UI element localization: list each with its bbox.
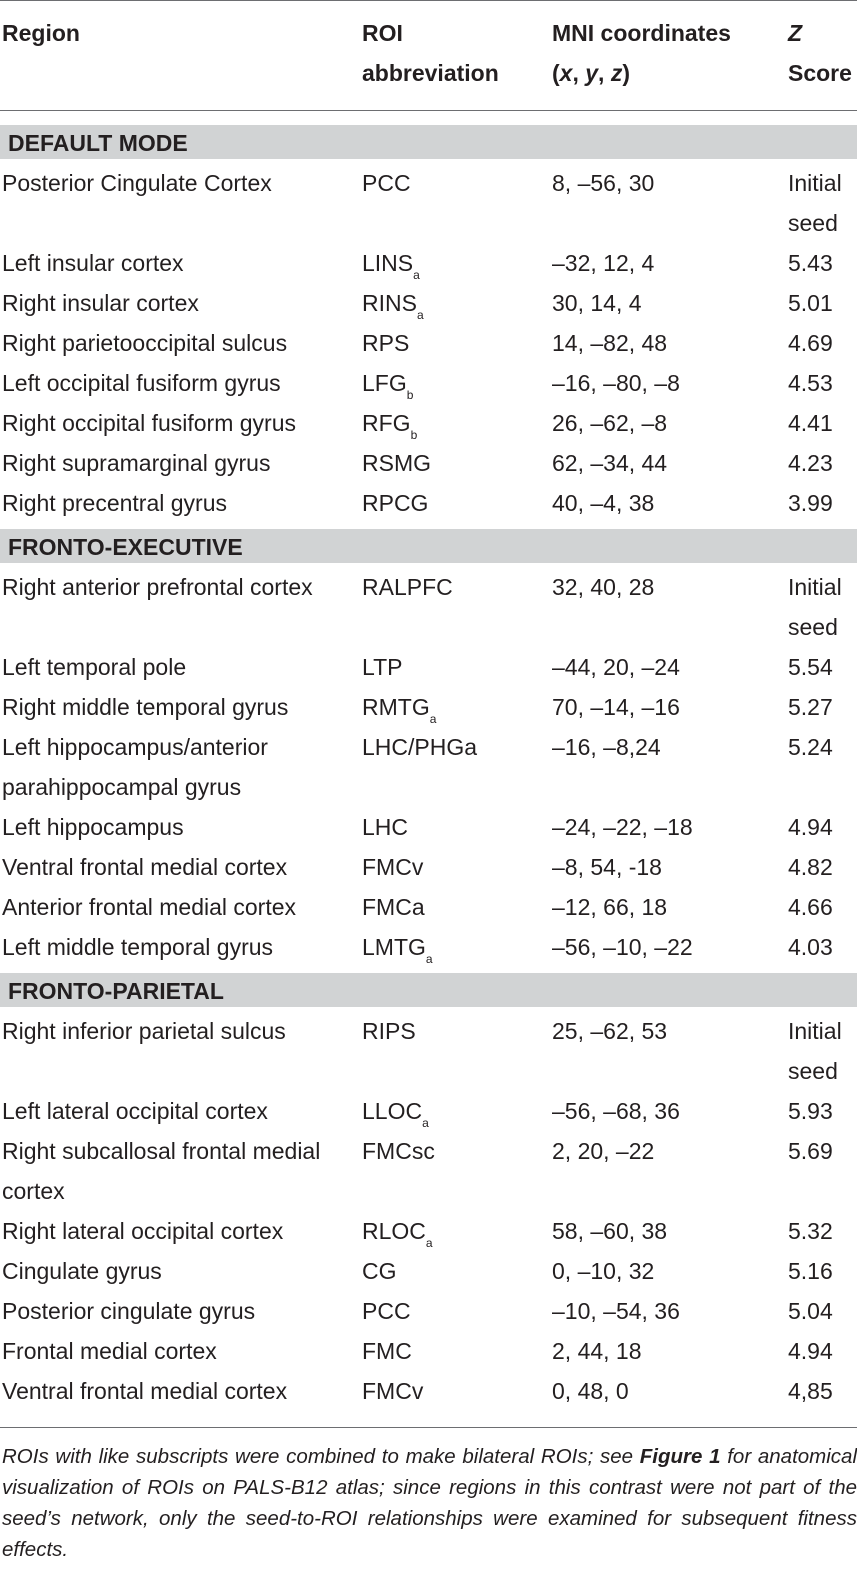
- roi-abbreviation: FMC: [362, 1338, 412, 1364]
- header-rule: [0, 110, 857, 111]
- roi-abbreviation: PCC: [362, 170, 411, 196]
- table-row: [0, 1211, 857, 1251]
- table-row: [0, 1331, 857, 1371]
- roi-abbreviation: FMCa: [362, 894, 425, 920]
- cell-z-score: Initial seed: [788, 574, 842, 640]
- table-row: [0, 1251, 857, 1291]
- cell-region: Right anterior prefrontal cortex: [2, 574, 313, 600]
- header-score-word: Score: [788, 60, 852, 86]
- table-row: [0, 687, 857, 727]
- table-row: [0, 1011, 857, 1091]
- cell-mni-coordinates: –16, –8,24: [552, 734, 661, 760]
- cell-roi: [362, 1291, 411, 1331]
- table-row: [0, 243, 857, 283]
- table-row: [0, 1131, 857, 1211]
- cell-z-score: 4.66: [788, 894, 833, 920]
- roi-abbreviation: RMTG: [362, 694, 430, 720]
- section-header: DEFAULT MODE: [0, 125, 857, 159]
- cell-mni-coordinates: –16, –80, –8: [552, 370, 680, 396]
- header-mni-close: ): [622, 60, 630, 86]
- header-z-score: [788, 13, 857, 93]
- roi-abbreviation: RIPS: [362, 1018, 416, 1044]
- cell-region: Right supramarginal gyrus: [2, 450, 271, 476]
- cell-roi: [362, 727, 477, 767]
- cell-z-score: 5.32: [788, 1218, 833, 1244]
- table-row: [0, 847, 857, 887]
- cell-mni-coordinates: 0, 48, 0: [552, 1378, 629, 1404]
- roi-abbreviation: RSMG: [362, 450, 431, 476]
- cell-region: Right middle temporal gyrus: [2, 694, 289, 720]
- header-z-letter: Z: [788, 20, 803, 46]
- cell-roi: [362, 323, 409, 363]
- header-mni-open: (: [552, 60, 560, 86]
- roi-abbreviation: LFG: [362, 370, 407, 396]
- cell-region: Right insular cortex: [2, 290, 199, 316]
- cell-mni-coordinates: 0, –10, 32: [552, 1258, 655, 1284]
- cell-mni-coordinates: 30, 14, 4: [552, 290, 642, 316]
- cell-region: Right lateral occipital cortex: [2, 1218, 284, 1244]
- cell-region: Left hippocampus: [2, 814, 184, 840]
- roi-abbreviation: LMTG: [362, 934, 426, 960]
- cell-region: Right subcallosal frontal medial cortex: [2, 1138, 321, 1204]
- roi-abbreviation: RINS: [362, 290, 417, 316]
- cell-z-score: 3.99: [788, 490, 833, 516]
- cell-z-score: 4.94: [788, 1338, 833, 1364]
- cell-mni-coordinates: –32, 12, 4: [552, 250, 655, 276]
- cell-mni-coordinates: 40, –4, 38: [552, 490, 655, 516]
- table-row: [0, 283, 857, 323]
- table-row: [0, 323, 857, 363]
- cell-z-score: 5.93: [788, 1098, 833, 1124]
- roi-abbreviation: LINS: [362, 250, 414, 276]
- cell-roi: [362, 283, 424, 323]
- header-mni-y: y: [585, 60, 599, 86]
- header-mni-sep2: ,: [598, 60, 611, 86]
- cell-z-score: 4.94: [788, 814, 833, 840]
- cell-mni-coordinates: –56, –68, 36: [552, 1098, 680, 1124]
- cell-region: Left temporal pole: [2, 654, 187, 680]
- roi-subscript: a: [422, 1116, 429, 1130]
- cell-roi: [362, 847, 423, 887]
- roi-subscript: a: [413, 268, 420, 282]
- header-mni-label: MNI coordinates: [552, 20, 731, 46]
- cell-z-score: 4.41: [788, 410, 833, 436]
- cell-roi: [362, 243, 420, 283]
- cell-roi: [362, 483, 428, 523]
- cell-region: Left insular cortex: [2, 250, 184, 276]
- cell-region: Cingulate gyrus: [2, 1258, 162, 1284]
- table-row: [0, 727, 857, 807]
- roi-abbreviation: LTP: [362, 654, 403, 680]
- cell-mni-coordinates: –44, 20, –24: [552, 654, 680, 680]
- roi-abbreviation: LHC/PHGa: [362, 734, 478, 760]
- cell-roi: [362, 403, 417, 443]
- cell-region: Right precentral gyrus: [2, 490, 227, 516]
- cell-roi: [362, 1091, 429, 1131]
- header-mni-coordinates: [552, 13, 772, 93]
- cell-z-score: 5.27: [788, 694, 833, 720]
- cell-z-score: 5.04: [788, 1298, 833, 1324]
- cell-roi: [362, 1331, 412, 1371]
- cell-z-score: 5.01: [788, 290, 833, 316]
- table-row: [0, 1371, 857, 1411]
- cell-region: Anterior frontal medial cortex: [2, 894, 297, 920]
- roi-abbreviation: RALPFC: [362, 574, 453, 600]
- header-region: Region: [2, 20, 80, 46]
- footnote-text-2: for anatomical visualization of ROIs on PALS-B12 atlas; since regions in this contrast were not part of the seed’s network, only the seed-to-ROI relationships were examined for subsequent fitness effects.: [2, 1445, 857, 1561]
- table-row: [0, 1291, 857, 1331]
- cell-region: Frontal medial cortex: [2, 1338, 217, 1364]
- header-mni-sep1: ,: [572, 60, 586, 86]
- roi-abbreviation: PCC: [362, 1298, 411, 1324]
- table-row: [0, 363, 857, 403]
- table-row: [0, 483, 857, 523]
- cell-mni-coordinates: –8, 54, -18: [552, 854, 662, 880]
- cell-roi: [362, 1011, 416, 1051]
- roi-abbreviation: FMCv: [362, 1378, 424, 1404]
- cell-region: Posterior Cingulate Cortex: [2, 170, 272, 196]
- cell-roi: [362, 1251, 397, 1291]
- cell-z-score: 4.23: [788, 450, 833, 476]
- cell-z-score: 5.43: [788, 250, 833, 276]
- roi-abbreviation: RFG: [362, 410, 411, 436]
- header-mni-z: z: [610, 60, 623, 86]
- footnote-figure-link[interactable]: Figure 1: [639, 1445, 721, 1468]
- cell-z-score: 4.69: [788, 330, 833, 356]
- roi-abbreviation: LHC: [362, 814, 409, 840]
- roi-abbreviation: FMCsc: [362, 1138, 435, 1164]
- roi-subscript: a: [425, 1236, 433, 1250]
- cell-z-score: 5.54: [788, 654, 833, 680]
- cell-region: Left lateral occipital cortex: [2, 1098, 268, 1124]
- table-row: [0, 807, 857, 847]
- cell-roi: [362, 647, 402, 687]
- cell-mni-coordinates: 2, 20, –22: [552, 1138, 655, 1164]
- cell-mni-coordinates: 8, –56, 30: [552, 170, 655, 196]
- roi-abbreviation: RLOC: [362, 1218, 426, 1244]
- roi-abbreviation: CG: [362, 1258, 397, 1284]
- roi-abbreviation: LLOC: [362, 1098, 423, 1124]
- cell-region: Ventral frontal medial cortex: [2, 854, 288, 880]
- cell-mni-coordinates: 58, –60, 38: [552, 1218, 668, 1244]
- cell-z-score: Initial seed: [788, 170, 842, 236]
- section-header: FRONTO-PARIETAL: [0, 973, 857, 1007]
- cell-mni-coordinates: –56, –10, –22: [552, 934, 693, 960]
- table-row: [0, 647, 857, 687]
- roi-subscript: a: [416, 308, 424, 322]
- table-footnote: [2, 1441, 857, 1565]
- cell-mni-coordinates: –24, –22, –18: [552, 814, 693, 840]
- table-body: [0, 125, 857, 1411]
- cell-roi: [362, 1131, 435, 1171]
- cell-z-score: 4.03: [788, 934, 833, 960]
- cell-roi: [362, 363, 413, 403]
- cell-region: Left hippocampus/anterior parahippocampal gyrus: [2, 734, 268, 800]
- table-row: [0, 927, 857, 967]
- cell-mni-coordinates: 32, 40, 28: [552, 574, 655, 600]
- table-row: [0, 163, 857, 243]
- cell-roi: [362, 927, 433, 967]
- cell-mni-coordinates: 62, –34, 44: [552, 450, 668, 476]
- roi-abbreviation: FMCv: [362, 854, 424, 880]
- cell-mni-coordinates: –12, 66, 18: [552, 894, 668, 920]
- footnote-text-1: ROIs with like subscripts were combined to make bilateral ROIs; see: [2, 1445, 640, 1468]
- roi-abbreviation: RPCG: [362, 490, 429, 516]
- cell-roi: [362, 687, 436, 727]
- cell-z-score: 4.53: [788, 370, 833, 396]
- header-roi-abbreviation: ROI abbreviation: [362, 20, 499, 86]
- cell-mni-coordinates: 26, –62, –8: [552, 410, 668, 436]
- header-mni-x: x: [559, 60, 573, 86]
- cell-z-score: 5.16: [788, 1258, 833, 1284]
- table-row: [0, 443, 857, 483]
- table-row: [0, 567, 857, 647]
- cell-roi: [362, 807, 408, 847]
- table-header: [0, 0, 857, 110]
- cell-region: Right parietooccipital sulcus: [2, 330, 288, 356]
- cell-region: Ventral frontal medial cortex: [2, 1378, 288, 1404]
- cell-region: Left occipital fusiform gyrus: [2, 370, 281, 396]
- cell-roi: [362, 163, 411, 203]
- cell-region: Posterior cingulate gyrus: [2, 1298, 256, 1324]
- cell-z-score: 4,85: [788, 1378, 833, 1404]
- roi-subscript: a: [429, 712, 437, 726]
- roi-subscript: b: [406, 388, 414, 402]
- roi-abbreviation: RPS: [362, 330, 410, 356]
- table-row: [0, 887, 857, 927]
- cell-roi: [362, 567, 453, 607]
- cell-z-score: 5.24: [788, 734, 833, 760]
- roi-subscript: a: [425, 952, 433, 966]
- roi-subscript: b: [410, 428, 418, 442]
- cell-region: Right inferior parietal sulcus: [2, 1018, 286, 1044]
- table-row: [0, 403, 857, 443]
- cell-roi: [362, 887, 425, 927]
- cell-roi: [362, 1371, 423, 1411]
- cell-mni-coordinates: 70, –14, –16: [552, 694, 680, 720]
- cell-mni-coordinates: 25, –62, 53: [552, 1018, 668, 1044]
- cell-mni-coordinates: 2, 44, 18: [552, 1338, 642, 1364]
- cell-roi: [362, 443, 431, 483]
- cell-mni-coordinates: 14, –82, 48: [552, 330, 668, 356]
- bottom-rule: [0, 1427, 857, 1428]
- cell-roi: [362, 1211, 433, 1251]
- cell-region: Left middle temporal gyrus: [2, 934, 274, 960]
- cell-z-score: 4.82: [788, 854, 833, 880]
- cell-z-score: Initial seed: [788, 1018, 842, 1084]
- table-row: [0, 1091, 857, 1131]
- cell-mni-coordinates: –10, –54, 36: [552, 1298, 680, 1324]
- section-header: FRONTO-EXECUTIVE: [0, 529, 857, 563]
- cell-z-score: 5.69: [788, 1138, 833, 1164]
- cell-region: Right occipital fusiform gyrus: [2, 410, 296, 436]
